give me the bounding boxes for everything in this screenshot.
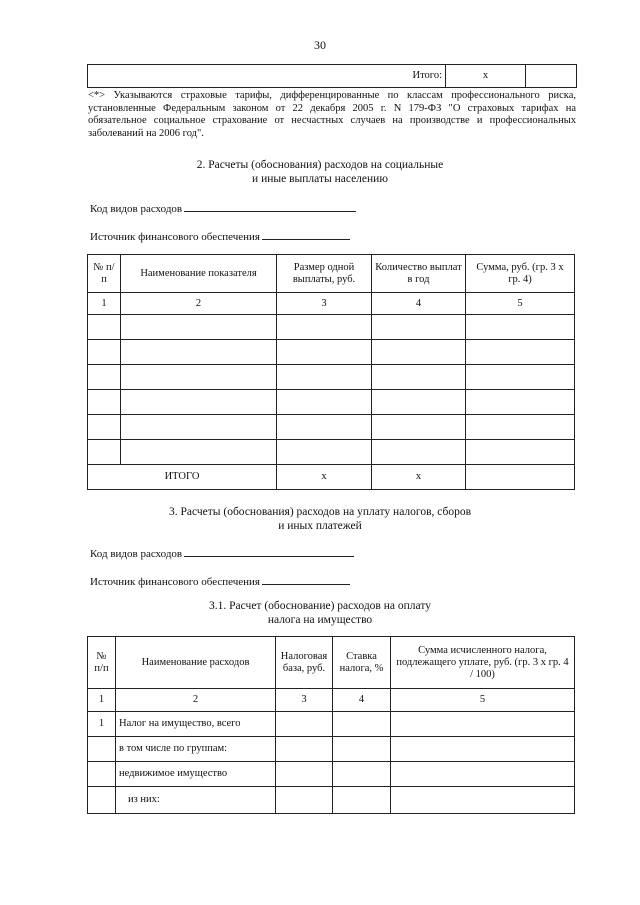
- s31-row-name: недвижимое имущество: [116, 762, 276, 787]
- footnote: <*> Указываются страховые тарифы, дифференцированные по классам профессионального риска, установленные Федеральным законом от 22 декабря 2005 г. N 179-ФЗ "О страховых тарифах на обязательное социальное страхование от несчастных случаев на производстве и профессиональных заболеваний на 2006 год".: [88, 90, 576, 139]
- section2-title-line1: 2. Расчеты (обоснования) расходов на социальные: [196, 159, 444, 171]
- s31-row-num: [88, 762, 116, 787]
- table-cell[interactable]: [466, 315, 575, 340]
- s31-row-name: в том числе по группам:: [116, 737, 276, 762]
- table-cell[interactable]: [88, 315, 121, 340]
- section2-code-blank[interactable]: [184, 200, 356, 212]
- s2-colnum: 4: [372, 293, 466, 315]
- table-row: [88, 712, 575, 737]
- s31-header-name: Наименование расходов: [116, 637, 276, 689]
- s31-row-num: 1: [88, 712, 116, 737]
- table-cell[interactable]: [372, 390, 466, 415]
- table-cell[interactable]: [466, 390, 575, 415]
- table-cell[interactable]: [277, 440, 372, 465]
- table-cell[interactable]: [372, 415, 466, 440]
- s31-colnum: 2: [116, 689, 276, 712]
- s2-colnum: 5: [466, 293, 575, 315]
- s31-header-base: Налоговая база, руб.: [276, 637, 333, 689]
- section31-title-line2: налога на имущество: [267, 614, 373, 626]
- s2-empty-row: [88, 340, 575, 365]
- section2-title: [0, 158, 640, 186]
- s2-total-x3: х: [277, 465, 372, 490]
- s2-colnum: 3: [277, 293, 372, 315]
- s2-header-size: Размер одной выплаты, руб.: [277, 255, 372, 293]
- s2-header-num: № п/п: [88, 255, 121, 293]
- table-cell[interactable]: [391, 712, 575, 737]
- section2-title-line2: и иные выплаты населению: [252, 173, 388, 185]
- total-value: х: [446, 65, 526, 88]
- total-label: Итого:: [88, 65, 446, 88]
- s2-empty-row: [88, 365, 575, 390]
- s2-header-sum: Сумма, руб. (гр. 3 х гр. 4): [466, 255, 575, 293]
- s2-total-row: [88, 465, 575, 490]
- s31-colnum: 4: [333, 689, 391, 712]
- section2-source-field: [90, 228, 350, 243]
- table-cell[interactable]: [121, 390, 277, 415]
- table-row: [88, 787, 575, 814]
- table-cell[interactable]: [372, 440, 466, 465]
- s2-empty-row: [88, 415, 575, 440]
- table-cell[interactable]: [466, 365, 575, 390]
- s2-empty-row: [88, 440, 575, 465]
- top-total-table: [87, 64, 577, 88]
- table-cell[interactable]: [88, 440, 121, 465]
- section3-source-label: Источник финансового обеспечения: [90, 576, 260, 588]
- section2-source-blank[interactable]: [262, 228, 350, 240]
- s31-colnum: 3: [276, 689, 333, 712]
- table-cell[interactable]: [372, 340, 466, 365]
- s2-colnum: 1: [88, 293, 121, 315]
- table-cell[interactable]: [372, 365, 466, 390]
- section3-code-blank[interactable]: [184, 545, 354, 557]
- table-cell[interactable]: [121, 415, 277, 440]
- s31-row-name: Налог на имущество, всего: [116, 712, 276, 737]
- section3-title: [0, 505, 640, 533]
- s2-colnum: 2: [121, 293, 277, 315]
- section3-source-blank[interactable]: [262, 573, 350, 585]
- table-cell[interactable]: [88, 340, 121, 365]
- s31-colnum: 5: [391, 689, 575, 712]
- s31-row-num: [88, 787, 116, 814]
- table-cell[interactable]: [277, 390, 372, 415]
- table-cell[interactable]: [333, 737, 391, 762]
- s2-total-x4: х: [372, 465, 466, 490]
- table-cell[interactable]: [276, 787, 333, 814]
- table-row: [88, 737, 575, 762]
- table-cell[interactable]: [88, 415, 121, 440]
- section3-code-field: [90, 545, 354, 560]
- table-cell[interactable]: [277, 365, 372, 390]
- table-cell[interactable]: [391, 762, 575, 787]
- s31-header-rate: Ставка налога, %: [333, 637, 391, 689]
- table-cell[interactable]: [466, 340, 575, 365]
- section2-code-label: Код видов расходов: [90, 203, 183, 215]
- table-cell[interactable]: [277, 340, 372, 365]
- section31-title-line1: 3.1. Расчет (обоснование) расходов на оплату: [209, 600, 431, 612]
- table-cell[interactable]: [333, 762, 391, 787]
- s2-empty-row: [88, 315, 575, 340]
- section3-source-field: [90, 573, 350, 588]
- table-cell[interactable]: [121, 340, 277, 365]
- table-cell[interactable]: [276, 737, 333, 762]
- table-cell[interactable]: [88, 365, 121, 390]
- s31-row-num: [88, 737, 116, 762]
- table-cell[interactable]: [121, 365, 277, 390]
- table-cell[interactable]: [466, 440, 575, 465]
- s2-total-label: ИТОГО: [88, 465, 277, 490]
- table-cell[interactable]: [121, 315, 277, 340]
- table-cell[interactable]: [276, 762, 333, 787]
- section3-code-label: Код видов расходов: [90, 548, 183, 560]
- section31-table: [87, 636, 575, 814]
- table-cell[interactable]: [372, 315, 466, 340]
- s2-header-name: Наименование показателя: [121, 255, 277, 293]
- s31-row-name: из них:: [116, 787, 276, 814]
- table-cell[interactable]: [391, 787, 575, 814]
- page-number: 30: [314, 38, 326, 52]
- table-cell[interactable]: [333, 712, 391, 737]
- section2-source-label: Источник финансового обеспечения: [90, 231, 260, 243]
- table-cell[interactable]: [277, 315, 372, 340]
- s31-header-sum: Сумма исчисленного налога, подлежащего уплате, руб. (гр. 3 х гр. 4 / 100): [391, 637, 575, 689]
- section2-code-field: [90, 200, 356, 215]
- table-cell[interactable]: [88, 390, 121, 415]
- section2-table: [87, 254, 575, 490]
- section3-title-line1: 3. Расчеты (обоснования) расходов на уплату налогов, сборов: [168, 506, 472, 518]
- s31-header-num: № п/п: [88, 637, 116, 689]
- table-row: [88, 762, 575, 787]
- s31-colnum: 1: [88, 689, 116, 712]
- table-cell[interactable]: [391, 737, 575, 762]
- table-cell[interactable]: [277, 415, 372, 440]
- s2-empty-row: [88, 390, 575, 415]
- section3-title-line2: и иных платежей: [278, 520, 362, 532]
- total-empty-cell: [526, 65, 577, 88]
- s2-header-count: Количество выплат в год: [372, 255, 466, 293]
- table-cell[interactable]: [276, 712, 333, 737]
- section31-title: [0, 599, 640, 627]
- s2-total-sum[interactable]: [466, 465, 575, 490]
- table-cell[interactable]: [333, 787, 391, 814]
- table-cell[interactable]: [466, 415, 575, 440]
- table-cell[interactable]: [121, 440, 277, 465]
